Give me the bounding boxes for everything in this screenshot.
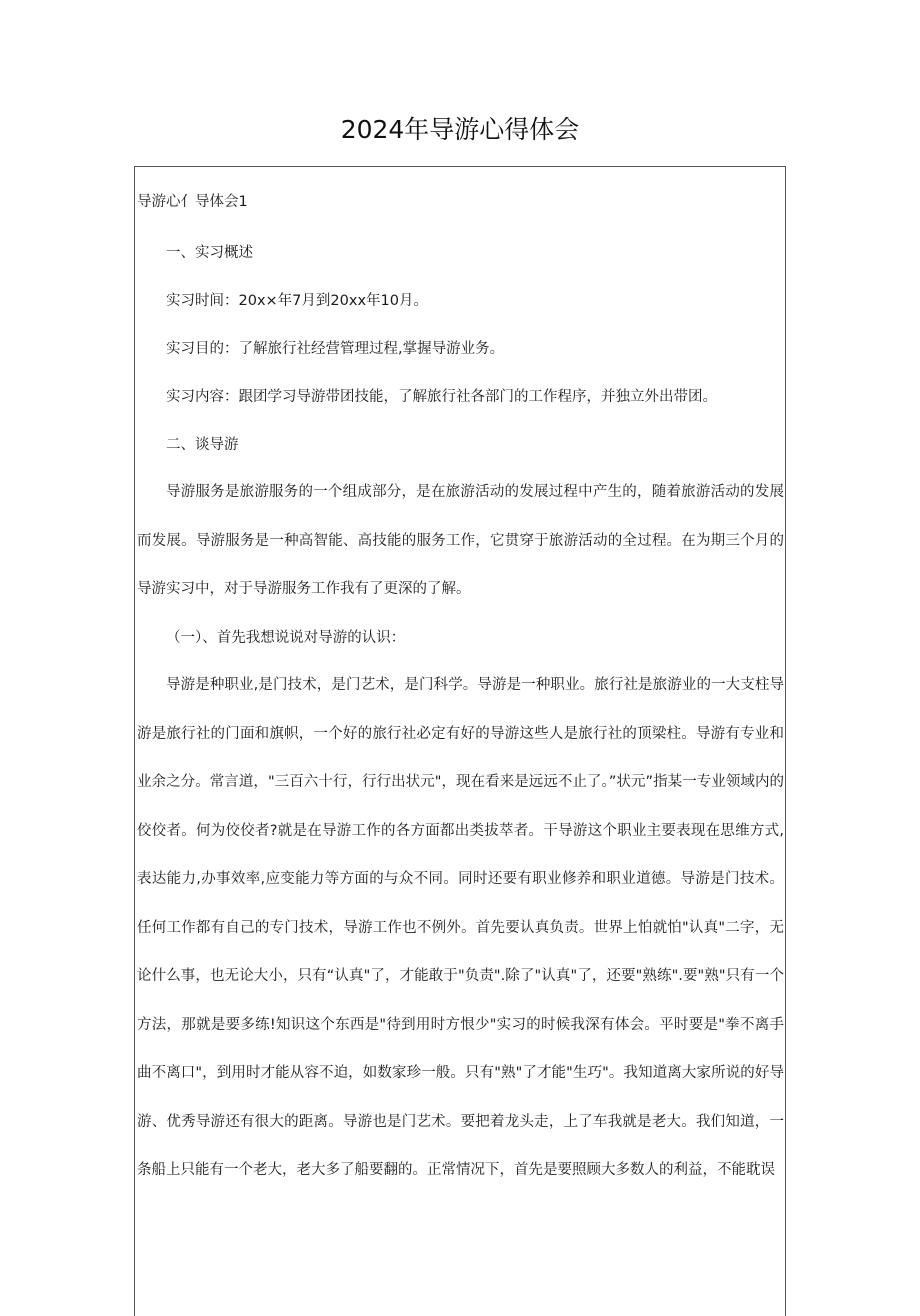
subheading-understanding: （一）、首先我想说说对导游的认识：	[166, 630, 406, 646]
paragraph-guide-service: 导游服务是旅游服务的一个组成部分，是在旅游活动的发展过程中产生的，随着旅游活动的发展而发展。导游服务是一种高智能、高技能的服务工作，它贯穿于旅游活动的全过程。在为期三个月的导游实习中，对于导游服务工作我有了更深的了解。	[137, 484, 784, 597]
section-heading-overview: 一、实习概述	[166, 245, 253, 261]
internship-content: 实习内容：跟团学习导游带团技能，了解旅行社各部门的工作程序，并独立外出带团。	[166, 389, 717, 405]
section-heading-guide: 二、谈导游	[166, 437, 239, 453]
document-title: 2024年导游心得体会	[340, 115, 580, 144]
internship-period: 实习时间：20x×年7月到20xx年10月。	[166, 293, 428, 309]
internship-purpose: 实习目的：了解旅行社经营管理过程,掌握导游业务。	[166, 341, 505, 357]
paragraph-guide-profession: 导游是种职业,是门技术，是门艺术，是门科学。导游是一种职业。旅行社是旅游业的一大支柱导游是旅行社的门面和旗帜，一个好的旅行社必定有好的导游这些人是旅行社的顶梁柱。导游有专业和业余之分。常言道，"三百六十行，行行出状元"，现在看来是远远不止了。”状元”指某一专业领域内的佼佼者。何为佼佼者?就是在导游工作的各方面都出类拔萃者。干导游这个职业主要表现在思维方式,表达能力,办事效率,应变能力等方面的与众不同。同时还要有职业修养和职业道德。导游是门技术。任何工作都有自己的专门技术，导游工作也不例外。首先要认真负责。世界上怕就怕"认真"二字，无论什么事，也无论大小，只有“认真"了，才能敢于"负责".除了"认真"了，还要"熟练".要"熟"只有一个方法，那就是要多练!知识这个东西是"待到用时方恨少"实习的时候我深有体会。平时要是"拳不离手曲不离口"，到用时才能从容不迫，如数家珍一般。只有"熟"了才能"生巧"。我知道离大家所说的好导游、优秀导游还有很大的距离。导游也是门艺术。要把着龙头走，上了车我就是老大。我们知道，一条船上只能有一个老大，老大多了船要翻的。正常情况下，首先是要照顾大多数人的利益，不能耽误	[137, 677, 784, 1178]
document-subtitle: 导游心亻导体会1	[137, 194, 248, 210]
